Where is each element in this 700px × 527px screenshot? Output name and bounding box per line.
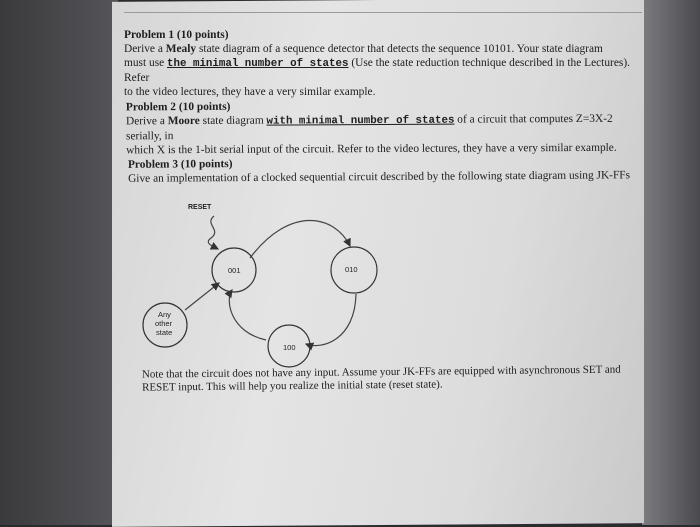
transition-any-to-001	[185, 283, 219, 310]
transition-010-to-100	[306, 294, 356, 346]
state-100-label: 100	[283, 343, 296, 352]
state-any-label-2: other	[155, 319, 173, 328]
state-010-label: 010	[345, 265, 358, 274]
text: must use	[124, 57, 168, 69]
problem-3-line-1: Give an implementation of a clocked sequential circuit described by the following state diagram using JK-FFs	[128, 169, 631, 185]
text: Derive a	[124, 43, 166, 55]
transition-001-to-010	[250, 220, 350, 258]
note	[142, 363, 642, 394]
note-line-2: RESET input. This will help you realize the initial state (reset state).	[142, 378, 443, 394]
problem-1-title: Problem 1 (10 points)	[124, 29, 229, 41]
text: Derive a	[125, 115, 168, 128]
state-001-label: 001	[228, 266, 241, 275]
reset-arrow	[208, 216, 218, 249]
note-line-1: Note that the circuit does not have any input. Assume your JK-FFs are equipped with asynchronous SET and	[141, 363, 621, 381]
text: state diagram	[199, 114, 267, 127]
reset-label: RESET	[188, 204, 212, 211]
state-any-label-3: state	[156, 328, 173, 337]
mealy-keyword: Mealy	[165, 43, 197, 55]
problem-2-title: Problem 2 (10 points)	[125, 100, 231, 114]
moore-keyword: Moore	[167, 114, 200, 128]
text: (Use the state reduction technique described in the Lectures). Refer	[124, 57, 630, 84]
minimal-states-emphasis: with minimal number of states	[266, 114, 455, 128]
problem-1-line-3: to the video lectures, they have a very similar example.	[124, 86, 376, 98]
text: of a circuit that computes Z=3X-2 serially, in	[126, 112, 613, 143]
minimal-states-emphasis: the minimal number of states	[167, 58, 349, 70]
state-any-label-1: Any	[158, 310, 171, 319]
problem-2-line-2: which X is the 1-bit serial input of the circuit. Refer to the video lectures, they have a very similar example.	[126, 141, 617, 157]
transition-100-to-001	[229, 290, 266, 340]
text: state diagram of a sequence detector that detects the sequence 10101. Your state diagram	[196, 43, 603, 55]
problem-3-title: Problem 3 (10 points)	[127, 158, 233, 171]
